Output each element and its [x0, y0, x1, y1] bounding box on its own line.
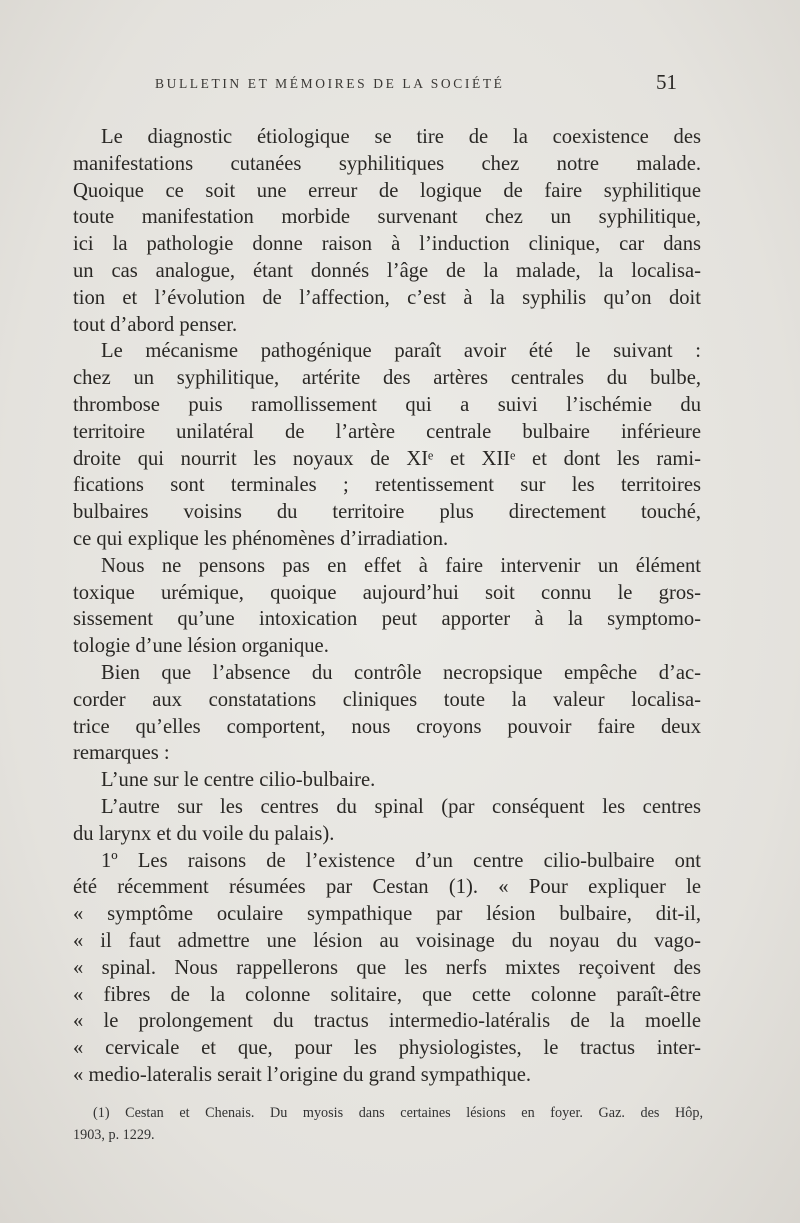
- text-line: toxique urémique, quoique aujourd’hui soit connu le gros-: [73, 581, 701, 604]
- text-line: fications sont terminales ; retentissement sur les territoires: [73, 474, 701, 497]
- text-line: remarques :: [73, 742, 170, 765]
- text-line: bulbaires voisins du territoire plus directement touché,: [73, 501, 701, 524]
- text-line: tologie d’une lésion organique.: [73, 635, 329, 658]
- text-line: manifestations cutanées syphilitiques chez notre malade.: [73, 152, 701, 175]
- text-line: tout d’abord penser.: [73, 313, 238, 336]
- text-line: 1º Les raisons de l’existence d’un centre cilio-bulbaire ont: [101, 849, 701, 872]
- text-line: « le prolongement du tractus intermedio-latéralis de la moelle: [73, 1010, 701, 1033]
- text-line: « cervicale et que, pour les physiologistes, le tractus inter-: [73, 1037, 701, 1060]
- text-line: Le mécanisme pathogénique paraît avoir été le suivant :: [101, 340, 701, 363]
- text-line: « spinal. Nous rappellerons que les nerfs mixtes reçoivent des: [73, 956, 701, 979]
- text-line: territoire unilatéral de l’artère centrale bulbaire inférieure: [73, 420, 701, 443]
- body-text: [73, 124, 701, 1089]
- text-line: été récemment résumées par Cestan (1). « Pour expliquer le: [73, 876, 701, 899]
- page-number: 51: [656, 70, 677, 94]
- text-line: ce qui explique les phénomènes d’irradiation.: [73, 527, 449, 550]
- text-line: droite qui nourrit les noyaux de XIᵉ et XIIᵉ et dont les rami-: [73, 447, 701, 470]
- text-line: du larynx et du voile du palais).: [73, 822, 335, 845]
- text-line: « medio-lateralis serait l’origine du grand sympathique.: [73, 1063, 532, 1086]
- text-line: ici la pathologie donne raison à l’induction clinique, car dans: [73, 233, 701, 256]
- text-line: « symptôme oculaire sympathique par lésion bulbaire, dit-il,: [73, 903, 701, 926]
- text-line: chez un syphilitique, artérite des artères centrales du bulbe,: [73, 367, 701, 390]
- footnote-line: 1903, p. 1229.: [73, 1127, 155, 1143]
- text-line: Nous ne pensons pas en effet à faire intervenir un élément: [101, 554, 701, 577]
- text-line: « il faut admettre une lésion au voisinage du noyau du vago-: [73, 929, 701, 952]
- text-line: sissement qu’une intoxication peut apporter à la symptomo-: [73, 608, 701, 631]
- text-line: L’une sur le centre cilio-bulbaire.: [101, 769, 376, 792]
- text-line: trice qu’elles comportent, nous croyons pouvoir faire deux: [73, 715, 701, 738]
- text-line: toute manifestation morbide survenant chez un syphilitique,: [73, 206, 701, 229]
- text-line: Bien que l’absence du contrôle necropsique empêche d’ac-: [101, 661, 701, 684]
- running-title: BULLETIN ET MÉMOIRES DE LA SOCIÉTÉ: [155, 76, 505, 91]
- text-line: Le diagnostic étiologique se tire de la coexistence des: [101, 126, 701, 148]
- text-line: corder aux constatations cliniques toute la valeur localisa-: [73, 688, 701, 711]
- text-line: Quoique ce soit une erreur de logique de faire syphilitique: [73, 179, 701, 202]
- footnotes: [73, 1102, 703, 1146]
- text-line: un cas analogue, étant donnés l’âge de la malade, la localisa-: [73, 259, 701, 282]
- text-line: « fibres de la colonne solitaire, que cette colonne paraît-être: [73, 983, 701, 1006]
- footnote-line: (1) Cestan et Chenais. Du myosis dans certaines lésions en foyer. Gaz. des Hôp,: [93, 1105, 703, 1121]
- text-line: thrombose puis ramollissement qui a suivi l’ischémie du: [73, 393, 701, 416]
- text-line: L’autre sur les centres du spinal (par conséquent les centres: [101, 795, 701, 818]
- text-line: tion et l’évolution de l’affection, c’est à la syphilis qu’on doit: [73, 286, 701, 309]
